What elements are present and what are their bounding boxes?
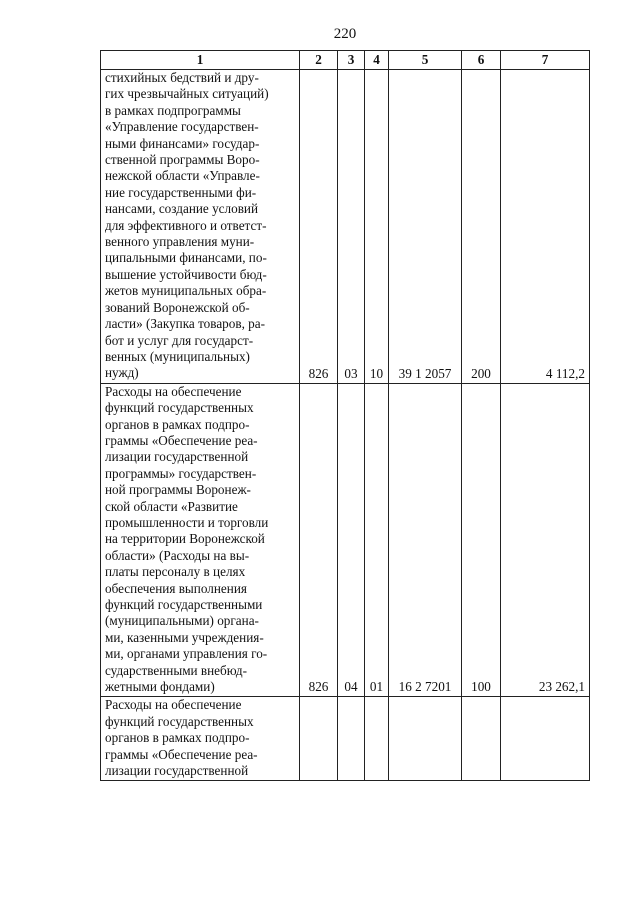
description-line: в рамках подпрограммы [105,102,241,118]
header-row [101,51,590,70]
table-row [101,70,590,384]
description-line: жетными фондами) [105,679,215,695]
description-line: ми, казенными учреждения- [105,629,264,645]
description-line: на территории Воронежской [105,531,265,547]
description-line: промышленности и торговли [105,514,269,530]
subsection-code-cell [365,697,389,781]
description-line: нансами, создание условий [105,201,259,217]
description-line: программы» государствен- [105,465,257,481]
description-line: ние государственными фи- [105,184,257,200]
description-line: сударственными внебюд- [105,662,248,678]
target-article-cell: 16 2 7201 [389,383,462,697]
description-line: Расходы на обеспечение [105,383,242,399]
description-line: нежской области «Управле- [105,168,260,184]
amount-cell: 23 262,1 [501,383,590,697]
description-line: (муниципальными) органа- [105,613,259,629]
description-line: ными финансами» государ- [105,135,260,151]
expense-type-cell: 100 [462,383,501,697]
column-header-7: 7 [501,51,590,70]
description-line: стихийных бедствий и дру- [105,70,259,85]
column-header-5: 5 [389,51,462,70]
column-header-1: 1 [101,51,300,70]
description-line: жетов муниципальных обра- [105,283,267,299]
table-row [101,697,590,781]
description-line: органов в рамках подпро- [105,416,250,432]
description-line: вышение устойчивости бюд- [105,266,267,282]
table-body [101,70,590,781]
table-row [101,383,590,697]
column-header-6: 6 [462,51,501,70]
column-header-4: 4 [365,51,389,70]
description-line: ственной программы Воро- [105,152,260,168]
description-line: обеспечения выполнения [105,580,247,596]
description-line: области» (Расходы на вы- [105,547,250,563]
description-line: ципальными финансами, по- [105,250,267,266]
amount-cell: 4 112,2 [501,70,590,384]
description-line: ми, органами управления го- [105,646,268,662]
description-line: платы персоналу в целях [105,564,246,580]
description-line: венного управления муни- [105,234,255,250]
amount-cell [501,697,590,781]
column-header-3: 3 [338,51,365,70]
description-line: лизации государственной [105,449,249,465]
target-article-cell: 39 1 2057 [389,70,462,384]
description-line: «Управление государствен- [105,119,259,135]
description-line: функций государственных [105,400,254,416]
description-line: лизации государственной [105,763,249,779]
ministry-code-cell: 826 [300,383,338,697]
budget-table [100,50,590,781]
subsection-code-cell: 10 [365,70,389,384]
subsection-code-cell: 01 [365,383,389,697]
section-code-cell: 03 [338,70,365,384]
description-line: Расходы на обеспечение [105,697,242,713]
row-description [101,697,300,781]
target-article-cell [389,697,462,781]
ministry-code-cell: 826 [300,70,338,384]
description-line: гих чрезвычайных ситуаций) [105,86,269,102]
expense-type-cell: 200 [462,70,501,384]
description-line: для эффективного и ответст- [105,217,267,233]
description-line: ласти» (Закупка товаров, ра- [105,316,266,332]
description-line: функций государственными [105,597,263,612]
table-header [101,51,590,70]
description-line: зований Воронежской об- [105,299,250,315]
description-line: граммы «Обеспечение реа- [105,432,258,448]
page-number: 220 [333,26,357,42]
expense-type-cell [462,697,501,781]
section-code-cell [338,697,365,781]
column-header-2: 2 [300,51,338,70]
description-line: ной программы Воронеж- [105,482,251,498]
description-line: функций государственных [105,713,254,729]
description-line: граммы «Обеспечение реа- [105,746,258,762]
row-description [101,383,300,697]
description-line: органов в рамках подпро- [105,730,250,746]
description-line: бот и услуг для государст- [105,332,254,348]
description-line: венных (муниципальных) [105,348,250,364]
section-code-cell: 04 [338,383,365,697]
description-line: нужд) [105,365,139,381]
ministry-code-cell [300,697,338,781]
row-description [101,70,300,384]
description-line: ской области «Развитие [105,498,238,514]
